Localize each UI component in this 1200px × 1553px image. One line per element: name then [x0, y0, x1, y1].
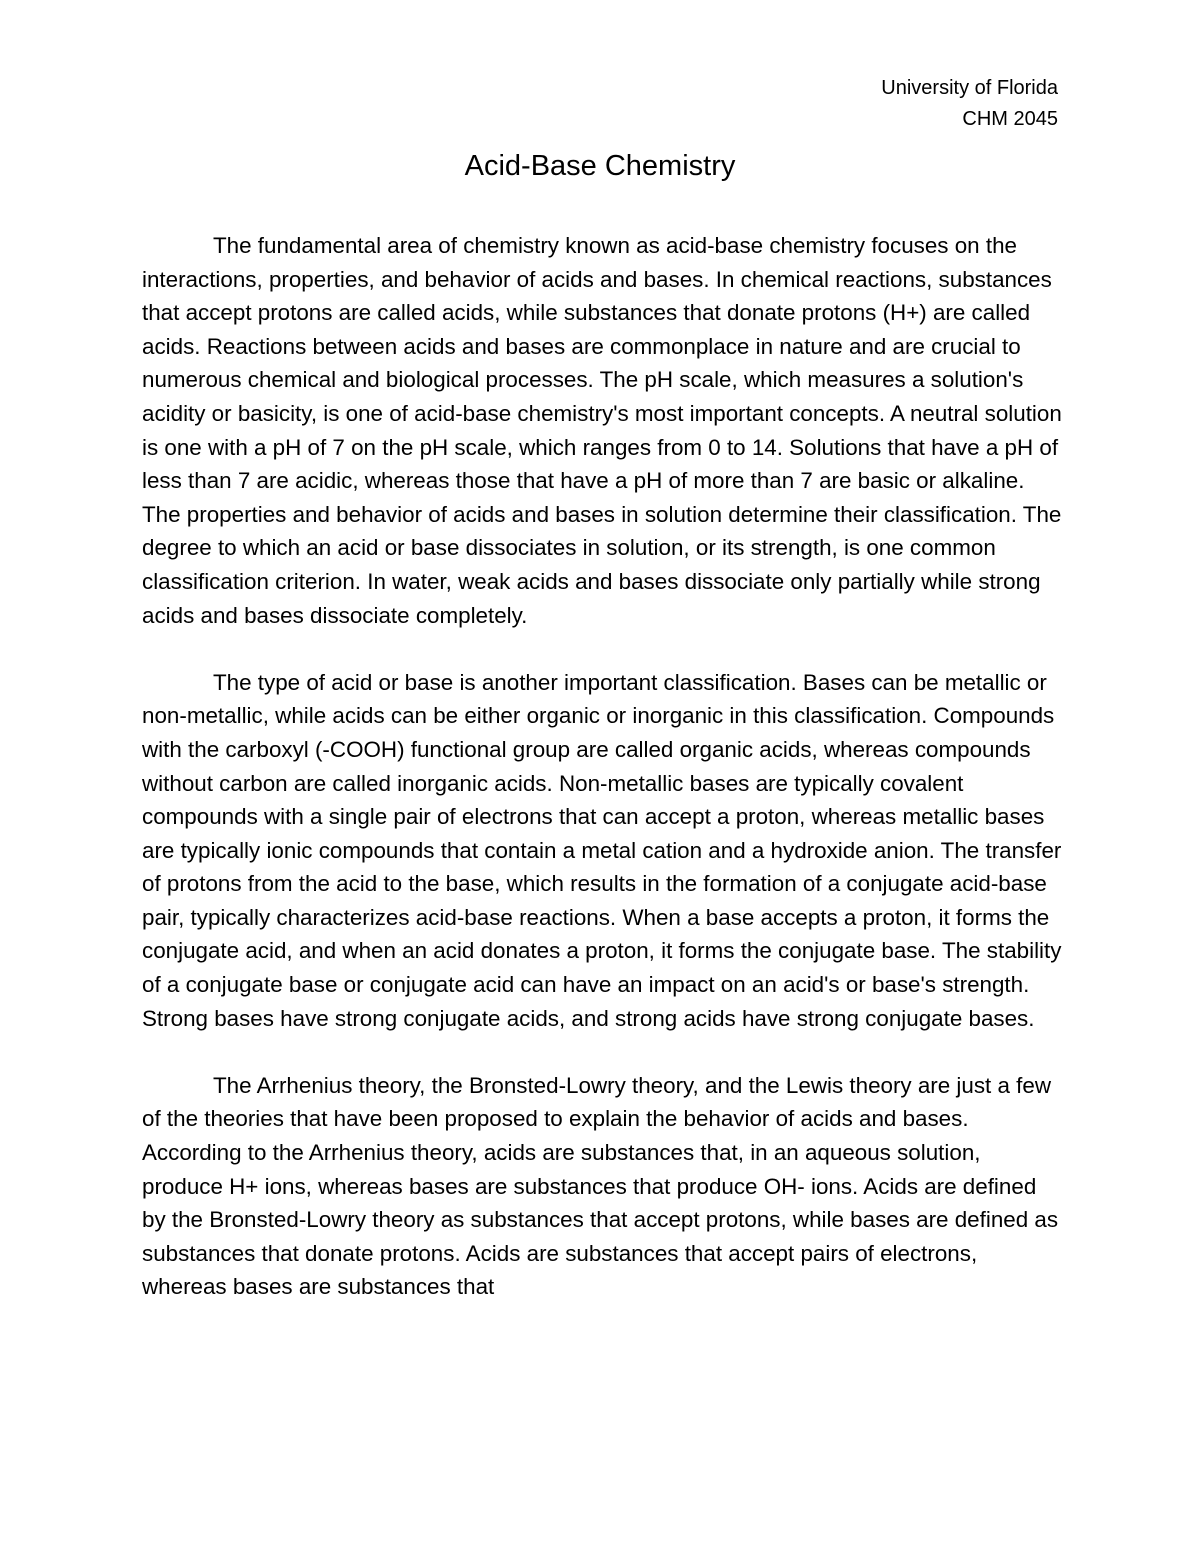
document-body	[142, 229, 1062, 1338]
paragraph-2: The type of acid or base is another important classification. Bases can be metallic or non-metallic, while acids can be either organic or inorganic in this classification. Compounds with the carboxyl (-COOH) functional group are called organic acids, whereas compounds without carbon are called inorganic acids. Non-metallic bases are typically covalent compounds with a single pair of electrons that can accept a proton, whereas metallic bases are typically ionic compounds that contain a metal cation and a hydroxide anion. The transfer of protons from the acid to the base, which results in the formation of a conjugate acid-base pair, typically characterizes acid-base reactions. When a base accepts a proton, it forms the conjugate acid, and when an acid donates a proton, it forms the conjugate base. The stability of a conjugate base or conjugate acid can have an impact on an acid's or base's strength. Strong bases have strong conjugate acids, and strong acids have strong conjugate bases.	[142, 669, 1062, 1031]
institution-name: University of Florida	[881, 77, 1058, 99]
course-code: CHM 2045	[962, 108, 1058, 130]
document-title: Acid-Base Chemistry	[464, 150, 736, 182]
paragraph-1: The fundamental area of chemistry known as acid-base chemistry focuses on the interactions, properties, and behavior of acids and bases. In chemical reactions, substances that accept protons are called acids, while substances that donate protons (H+) are called acids. Reactions between acids and bases are commonplace in nature and are crucial to numerous chemical and biological processes. The pH scale, which measures a solution's acidity or basicity, is one of acid-base chemistry's most important concepts. A neutral solution is one with a pH of 7 on the pH scale, which ranges from 0 to 14. Solutions that have a pH of less than 7 are acidic, whereas those that have a pH of more than 7 are basic or alkaline. The properties and behavior of acids and bases in solution determine their classification. The degree to which an acid or base dissociates in solution, or its strength, is one common classification criterion. In water, weak acids and bases dissociate only partially while strong acids and bases dissociate completely.	[142, 233, 1062, 628]
document-header	[881, 73, 1058, 135]
paragraph-3: The Arrhenius theory, the Bronsted-Lowry theory, and the Lewis theory are just a few of the theories that have been proposed to explain the behavior of acids and bases. According to the Arrhenius theory, acids are substances that, in an aqueous solution, produce H+ ions, whereas bases are substances that produce OH- ions. Acids are defined by the Bronsted-Lowry theory as substances that accept protons, while bases are defined as substances that donate protons. Acids are substances that accept pairs of electrons, whereas bases are substances that	[142, 1072, 1059, 1300]
